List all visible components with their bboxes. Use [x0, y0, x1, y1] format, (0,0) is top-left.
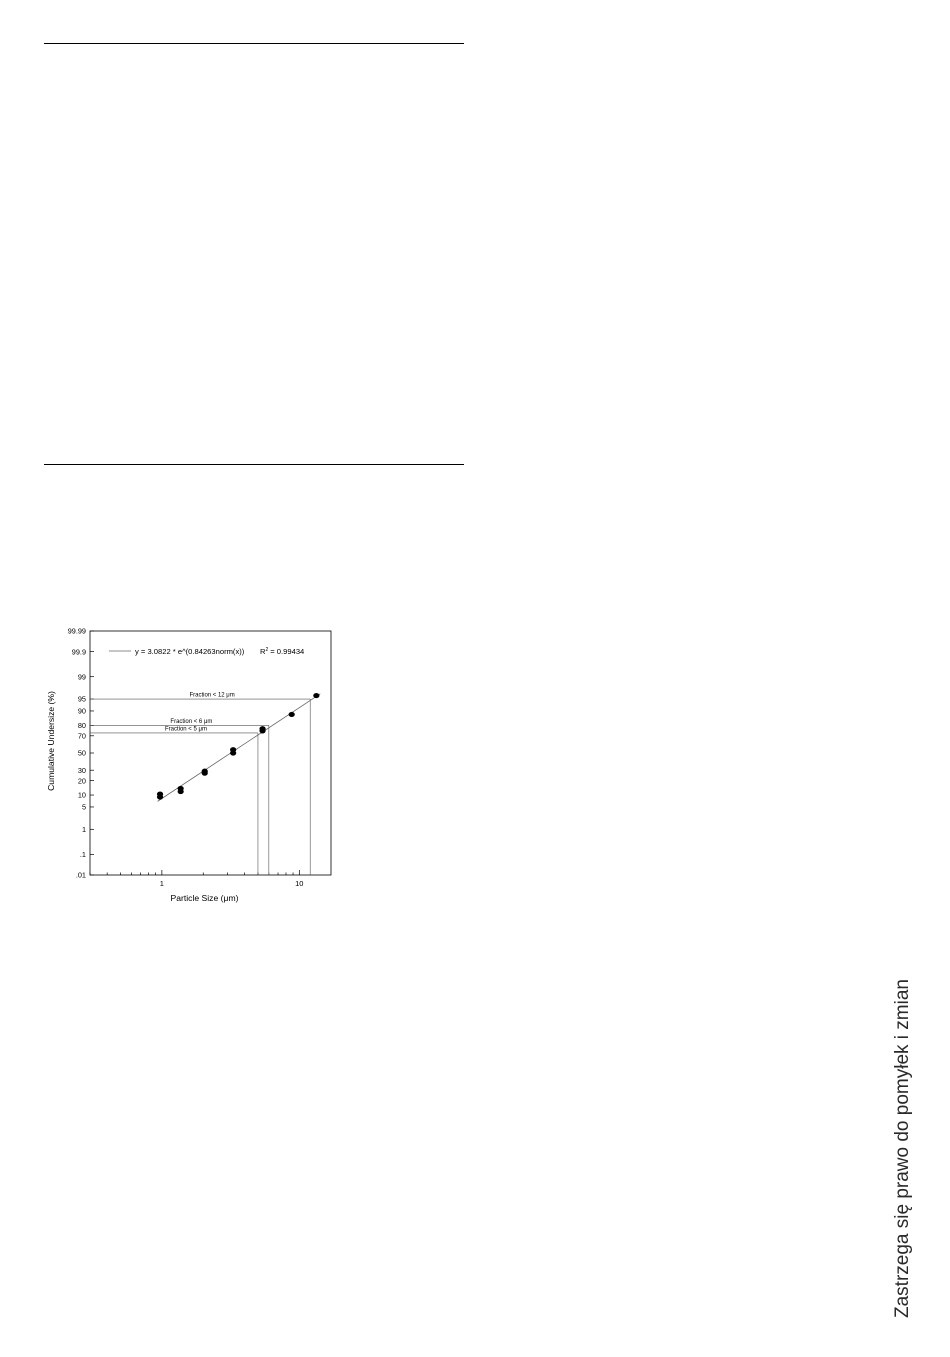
data-point — [202, 769, 208, 774]
y-tick-label: 20 — [77, 776, 86, 786]
fraction-label: Fraction < 12 μm — [189, 692, 235, 699]
y-tick-label: 5 — [81, 802, 86, 812]
x-axis-label: Particle Size (μm) — [170, 893, 239, 903]
data-point — [289, 712, 295, 717]
y-tick-label: 99.9 — [71, 647, 86, 657]
data-point — [157, 792, 163, 797]
y-tick-label: 1 — [81, 825, 86, 835]
y-tick-label: 10 — [77, 790, 86, 800]
y-tick-label: 80 — [77, 721, 86, 731]
legend-fit-label: y = 3.0822 * e^(0.84263norm(x)) — [135, 647, 245, 656]
x-tick-label: 1 — [159, 879, 164, 888]
data-point — [259, 726, 265, 731]
plot-frame — [90, 631, 331, 875]
y-axis-label: Cumulative Undersize (%) — [46, 691, 56, 791]
top-rule — [44, 43, 464, 44]
legend-r-squared: $R^2 = 0.99434$ — [260, 647, 305, 656]
y-tick-label: 90 — [77, 706, 86, 716]
fraction-label: Fraction < 5 μm — [164, 726, 207, 733]
y-tick-label: 30 — [77, 765, 86, 775]
y-tick-label: 99 — [77, 672, 86, 682]
x-tick-label: 10 — [295, 879, 304, 888]
y-tick-label: .01 — [75, 870, 86, 880]
data-point — [178, 786, 184, 791]
middle-rule — [44, 464, 464, 465]
disclaimer-vertical-text: Zastrzega się prawo do pomyłek i zmian — [892, 979, 913, 1318]
data-point — [313, 693, 319, 698]
y-tick-label: 70 — [77, 731, 86, 741]
y-tick-label: 95 — [77, 694, 86, 704]
particle-size-chart — [40, 620, 360, 915]
y-tick-label: .1 — [79, 850, 86, 860]
y-tick-label: 50 — [77, 748, 86, 758]
fraction-label: Fraction < 6 μm — [170, 718, 213, 725]
fit-line — [158, 694, 321, 802]
y-tick-label: 99.99 — [67, 626, 86, 636]
data-point — [230, 747, 236, 752]
